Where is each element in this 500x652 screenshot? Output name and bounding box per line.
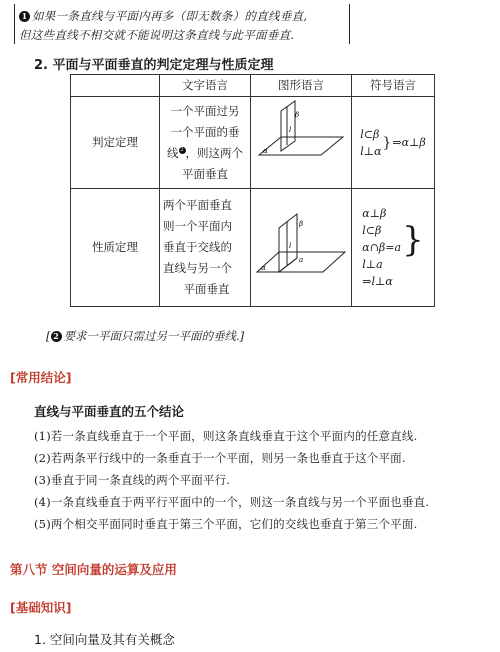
header-empty [71, 75, 160, 97]
note-line-2: 但这些直线不相交就不能说明这条直线与此平面垂直. [19, 28, 295, 42]
fig1-label-l: l [289, 126, 292, 134]
list-item: (1)若一条直线垂直于一个平面，则这条直线垂直于这个平面内的任意直线. [34, 429, 418, 443]
table-row [71, 189, 435, 307]
header-symbol-language: 符号语言 [352, 75, 435, 97]
figure-property [251, 189, 352, 307]
list-item: (3)垂直于同一条直线的两个平面平行. [34, 473, 231, 487]
symbols-determination: l⊂β l⊥α } ⇒α⊥β [352, 97, 435, 189]
plane-perpendicular-figure-1 [251, 97, 351, 185]
list-item: (5)两个相交平面同时垂直于第三个平面，它们的交线也垂直于第三个平面. [34, 517, 418, 531]
list-item: (4)一条直线垂直于两平行平面中的一个，则这一条直线与另一个平面也垂直. [34, 495, 430, 509]
row-text-property: 两个平面垂直 则一个平面内 垂直于交线的 直线与另一个 平面垂直 [160, 189, 251, 307]
brace-right-icon: } [402, 219, 424, 260]
note-marker-2-icon: 2 [51, 331, 62, 342]
plane-perpendicular-figure-2 [251, 196, 351, 296]
conclusions-title: 直线与平面垂直的五个结论 [34, 404, 185, 419]
fig2-label-beta: β [299, 220, 304, 228]
section-8-title: 第八节 空间向量的运算及应用 [10, 562, 177, 577]
fig1-label-beta: β [295, 111, 300, 119]
note-box-top [14, 4, 350, 44]
fig2-label-l: l [289, 242, 292, 250]
basic-item-1: 1. 空间向量及其有关概念 [34, 632, 175, 647]
tag-basic-knowledge: [基础知识] [10, 600, 72, 615]
header-text-language: 文字语言 [160, 75, 251, 97]
list-item: (2)若两条平行线中的一条垂直于一个平面，则另一条也垂直于这个平面. [34, 451, 406, 465]
header-graphic-language: 图形语言 [251, 75, 352, 97]
table-header-row [71, 75, 435, 97]
figure-determination [251, 97, 352, 189]
fig2-label-alpha: α [261, 264, 266, 272]
brace-right-icon: } [382, 134, 392, 151]
fig2-label-a: a [299, 256, 304, 264]
symbols-property: α⊥β l⊂β α∩β=a l⊥a ⇒l⊥α } [352, 189, 435, 307]
section-2-title: 2. 平面与平面垂直的判定定理与性质定理 [34, 58, 274, 73]
fig1-label-alpha: α [263, 147, 268, 155]
note-marker-1-icon: 1 [19, 11, 30, 22]
tag-common-conclusions: [常用结论] [10, 370, 72, 385]
row-name-property: 性质定理 [71, 189, 160, 307]
theorem-table [70, 74, 435, 307]
table-row [71, 97, 435, 189]
note-line-1: 1 如果一条直线与平面内再多（即无数条）的直线垂直, [19, 8, 307, 24]
row-text-determination: 一个平面过另 一个平面的垂 线 2 ，则这两个 平面垂直 [160, 97, 251, 189]
footnote-marker-icon: 2 [180, 146, 184, 153]
note-bottom: [ 2 要求一平面只需过另一平面的垂线.] [46, 329, 245, 343]
row-name-determination: 判定定理 [71, 97, 160, 189]
